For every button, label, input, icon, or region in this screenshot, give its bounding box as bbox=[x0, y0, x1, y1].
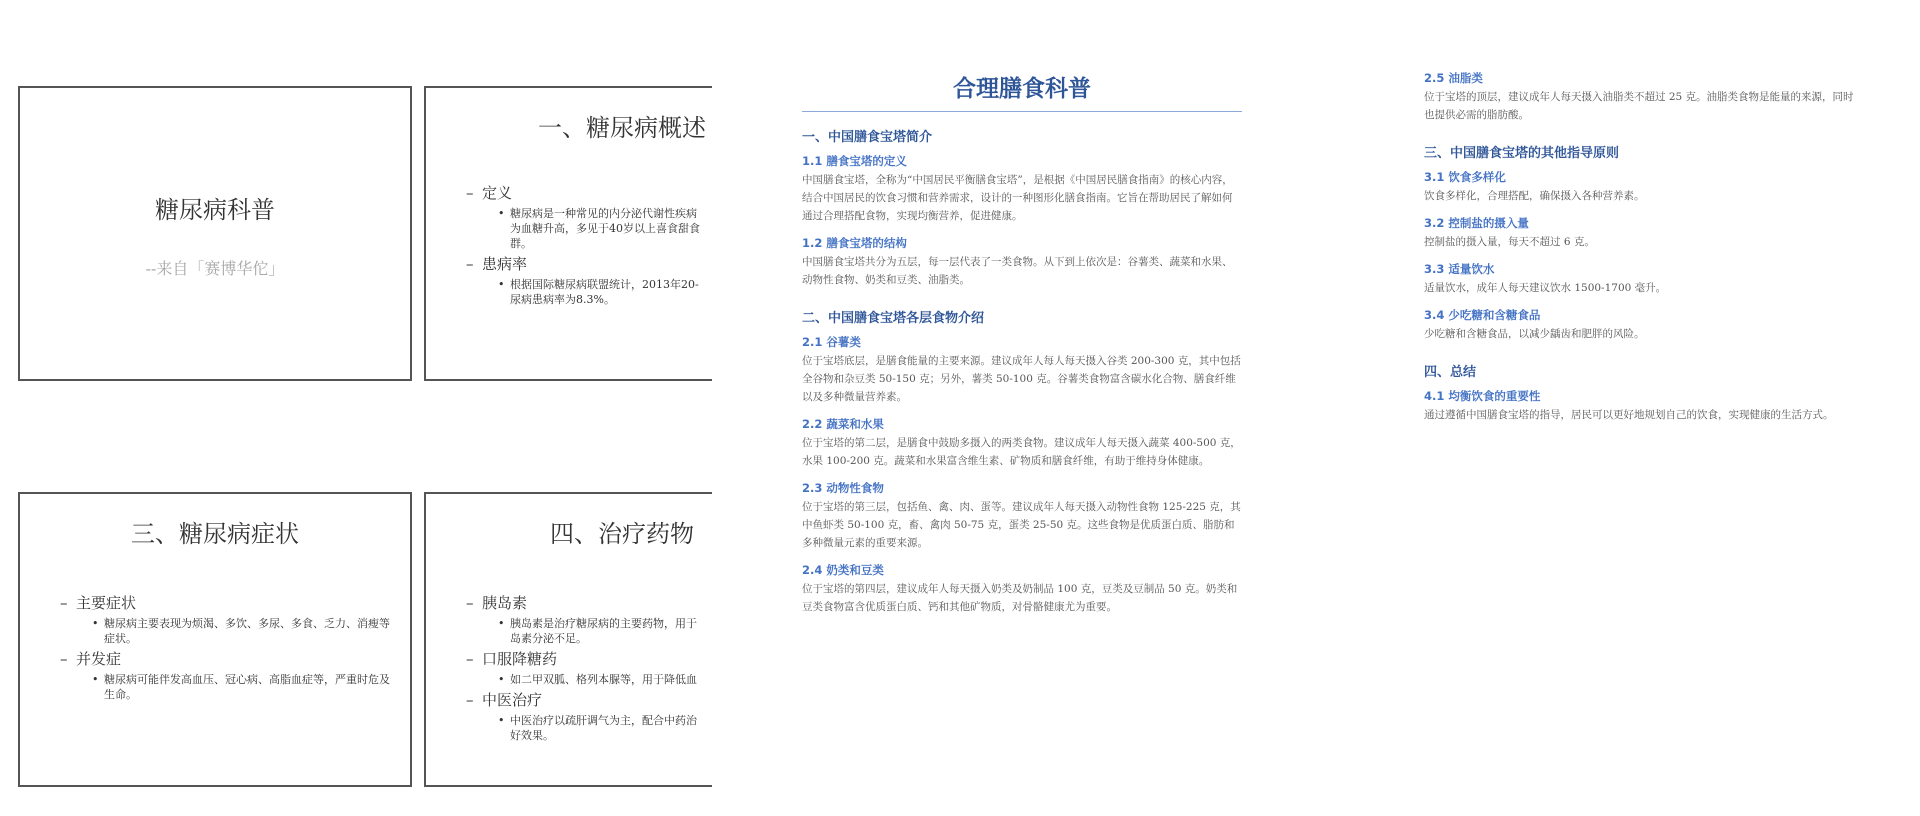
paragraph: 少吃糖和含糖食品，以减少龋齿和肥胖的风险。 bbox=[1424, 328, 1645, 340]
sub-bullet-cont: 为血糖升高，多见于40岁以上喜食甜食 bbox=[510, 222, 700, 235]
slide-body bbox=[466, 180, 712, 307]
sub-bullet: • 根据国际糖尿病联盟统计，2013年20- bbox=[498, 277, 712, 292]
subsection-heading: 4.1 均衡饮食的重要性 bbox=[1424, 389, 1541, 403]
slide-subtitle: --来自「赛博华佗」 bbox=[145, 259, 285, 278]
slide-body bbox=[60, 590, 390, 702]
subsection-heading: 3.1 饮食多样化 bbox=[1424, 170, 1506, 184]
sub-bullet: • 糖尿病是一种常见的内分泌代谢性疾病 bbox=[498, 206, 712, 221]
sub-bullet-cont: 尿病患病率为8.3%。 bbox=[510, 293, 615, 306]
sub-bullet: • 如二甲双胍、格列本脲等，用于降低血 bbox=[498, 672, 712, 687]
sub-bullet: • 糖尿病主要表现为烦渴、多饮、多尿、多食、乏力、消瘦等症状。 bbox=[92, 616, 390, 646]
document-page-1 bbox=[802, 70, 1242, 616]
slide-body bbox=[466, 590, 712, 743]
sub-bullet-cont: 岛素分泌不足。 bbox=[510, 632, 587, 645]
paragraph: 位于宝塔的第二层，是膳食中鼓励多摄入的两类食物。建议成年人每天摄入蔬菜 400-500 克，水果 100-200 克。蔬菜和水果富含维生素、矿物质和膳食纤维，有助于维持身体健康。 bbox=[802, 437, 1241, 467]
sub-bullet: • 胰岛素是治疗糖尿病的主要药物，用于 bbox=[498, 616, 712, 631]
slide-title: 一、糖尿病概述 bbox=[538, 114, 706, 142]
paragraph: 通过遵循中国膳食宝塔的指导，居民可以更好地规划自己的饮食，实现健康的生活方式。 bbox=[1424, 409, 1834, 421]
paragraph: 位于宝塔的顶层，建议成年人每天摄入油脂类不超过 25 克。油脂类食物是能量的来源，同时也提供必需的脂肪酸。 bbox=[1424, 91, 1854, 121]
subsection-heading: 2.5 油脂类 bbox=[1424, 71, 1483, 85]
bullet-item: – 定义 bbox=[466, 184, 712, 203]
sub-bullet-cont: 群。 bbox=[510, 237, 532, 250]
section-heading: 二、中国膳食宝塔各层食物介绍 bbox=[802, 311, 985, 326]
sub-bullet: • 糖尿病可能伴发高血压、冠心病、高脂血症等，严重时危及生命。 bbox=[92, 672, 390, 702]
bullet-item: – 口服降糖药 bbox=[466, 650, 712, 669]
section-heading: 一、中国膳食宝塔简介 bbox=[802, 130, 933, 145]
bullet-item: – 主要症状 bbox=[60, 594, 390, 613]
slide-title: 糖尿病科普 bbox=[155, 196, 275, 224]
paragraph: 位于宝塔的第三层，包括鱼、禽、肉、蛋等。建议成年人每天摄入动物性食物 125-225 克，其中鱼虾类 50-100 克，畜、禽肉 50-75 克，蛋类 25-50 克。这些食物是优质蛋白质、脂肪和多种微量元素的重要来源。 bbox=[802, 501, 1241, 549]
slide-thumbnail[interactable] bbox=[424, 86, 712, 381]
paragraph: 控制盐的摄入量，每天不超过 6 克。 bbox=[1424, 236, 1595, 248]
bullet-item: – 中医治疗 bbox=[466, 691, 712, 710]
slide-thumbnail[interactable] bbox=[424, 492, 712, 787]
subsection-heading: 2.2 蔬菜和水果 bbox=[802, 417, 884, 431]
slide-thumbnail[interactable] bbox=[18, 86, 412, 381]
bullet-item: – 并发症 bbox=[60, 650, 390, 669]
paragraph: 位于宝塔的第四层，建议成年人每天摄入奶类及奶制品 100 克，豆类及豆制品 50 克。奶类和豆类食物富含优质蛋白质、钙和其他矿物质，对骨骼健康尤为重要。 bbox=[802, 583, 1238, 613]
document-page-2 bbox=[1424, 70, 1864, 424]
document-title: 合理膳食科普 bbox=[802, 70, 1242, 112]
paragraph: 中国膳食宝塔共分为五层，每一层代表了一类食物。从下到上依次是：谷薯类、蔬菜和水果、动物性食物、奶类和豆类、油脂类。 bbox=[802, 256, 1233, 286]
slide-thumbnail[interactable] bbox=[18, 492, 412, 787]
section-heading: 四、总结 bbox=[1424, 365, 1477, 380]
paragraph: 位于宝塔底层，是膳食能量的主要来源。建议成年人每人每天摄入谷类 200-300 克，其中包括全谷物和杂豆类 50-150 克；另外，薯类 50-100 克。谷薯类食物富含碳水化合物、膳食纤维以及多种微量营养素。 bbox=[802, 355, 1241, 403]
sub-bullet: • 中医治疗以疏肝调气为主，配合中药治 bbox=[498, 713, 712, 728]
slide-title: 四、治疗药物 bbox=[550, 520, 694, 548]
subsection-heading: 1.2 膳食宝塔的结构 bbox=[802, 236, 907, 250]
bullet-item: – 胰岛素 bbox=[466, 594, 712, 613]
subsection-heading: 3.3 适量饮水 bbox=[1424, 262, 1495, 276]
sub-bullet-cont: 好效果。 bbox=[510, 729, 554, 742]
subsection-heading: 3.2 控制盐的摄入量 bbox=[1424, 216, 1529, 230]
paragraph: 适量饮水，成年人每天建议饮水 1500-1700 毫升。 bbox=[1424, 282, 1667, 294]
subsection-heading: 2.3 动物性食物 bbox=[802, 481, 884, 495]
slide-title: 三、糖尿病症状 bbox=[131, 520, 299, 548]
bullet-item: – 患病率 bbox=[466, 255, 712, 274]
paragraph: 饮食多样化，合理搭配，确保摄入各种营养素。 bbox=[1424, 190, 1645, 202]
subsection-heading: 3.4 少吃糖和含糖食品 bbox=[1424, 308, 1541, 322]
subsection-heading: 2.1 谷薯类 bbox=[802, 335, 861, 349]
subsection-heading: 1.1 膳食宝塔的定义 bbox=[802, 154, 907, 168]
slides-panel bbox=[0, 0, 712, 816]
subsection-heading: 2.4 奶类和豆类 bbox=[802, 563, 884, 577]
section-heading: 三、中国膳食宝塔的其他指导原则 bbox=[1424, 146, 1620, 161]
paragraph: 中国膳食宝塔，全称为“中国居民平衡膳食宝塔”，是根据《中国居民膳食指南》的核心内容，结合中国居民的饮食习惯和营养需求，设计的一种图形化膳食指南。它旨在帮助居民了解如何通过合理搭配食物，实现均衡营养，促进健康。 bbox=[802, 174, 1233, 222]
